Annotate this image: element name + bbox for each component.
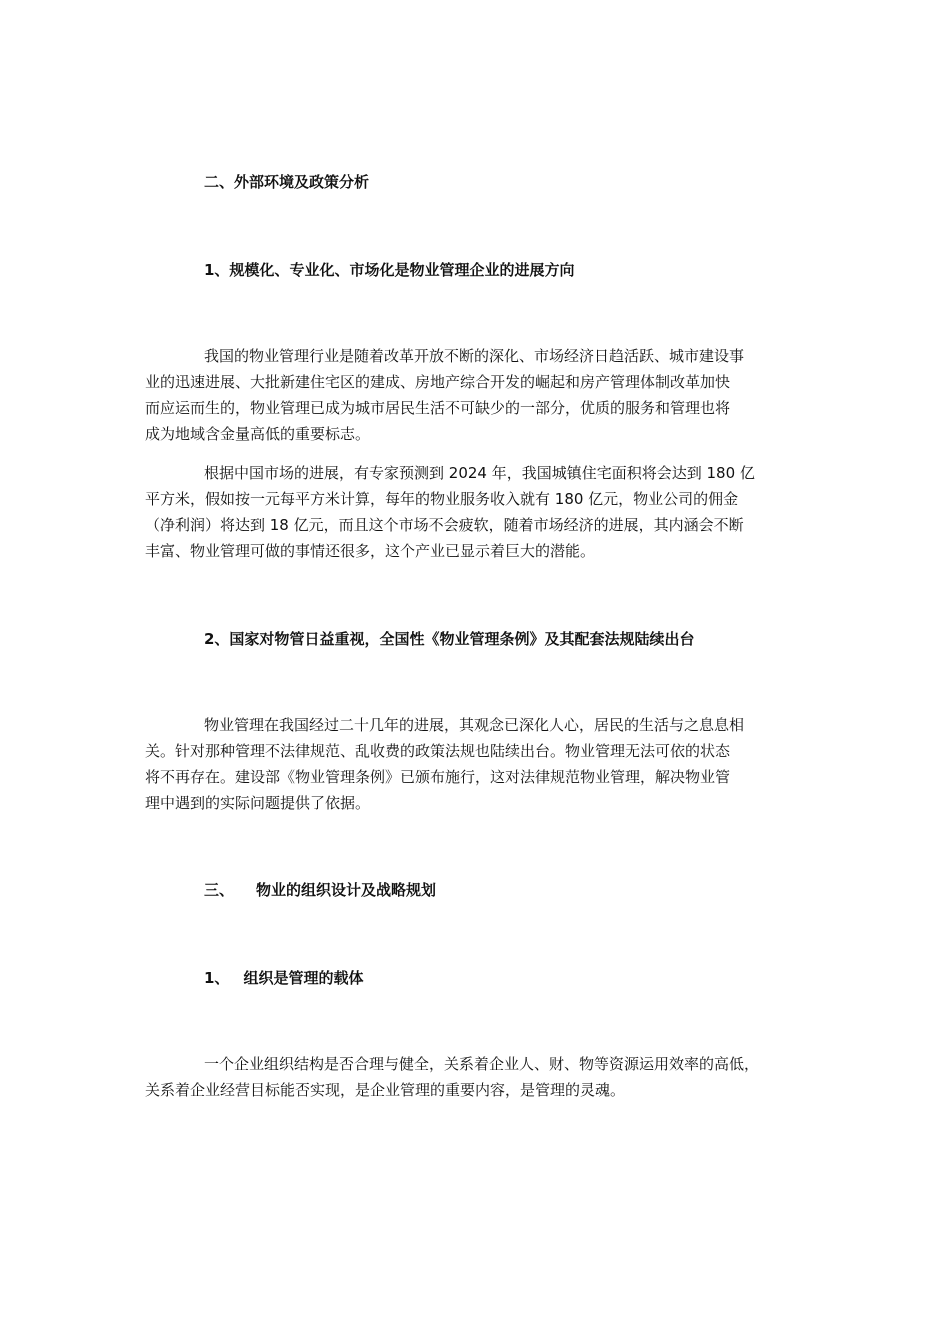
text-line: 根据中国市场的进展，有专家预测到 2024 年，我国城镇住宅面积将会达到 180 亿 <box>204 464 755 482</box>
text-line: 而应运而生的，物业管理已成为城市居民生活不可缺少的一部分，优质的服务和管理也将 <box>145 399 731 417</box>
subsection-heading-regulations: 2、国家对物管日益重视，全国性《物业管理条例》及其配套法规陆续出台 <box>204 630 695 648</box>
subsection-number: 1、 <box>204 969 230 987</box>
text-line: 丰富、物业管理可做的事情还很多，这个产业已显示着巨大的潜能。 <box>145 542 596 560</box>
text-line: 理中遇到的实际问题提供了依据。 <box>145 794 371 812</box>
text-line: 成为地域含金量高低的重要标志。 <box>145 425 371 443</box>
text-line: 关。针对那种管理不法律规范、乱收费的政策法规也陆续出台。物业管理无法可依的状态 <box>145 742 731 760</box>
paragraph-industry-background <box>145 343 810 447</box>
section-heading-external-environment: 二、外部环境及政策分析 <box>204 173 370 191</box>
section-title: 物业的组织设计及战略规划 <box>256 881 437 899</box>
text-line: 物业管理在我国经过二十几年的进展，其观念已深化人心，居民的生活与之息息相 <box>204 716 745 734</box>
section-number: 三、 <box>204 881 235 899</box>
section-heading-organization-design <box>204 880 436 900</box>
subsection-heading-organization-carrier <box>204 968 363 988</box>
paragraph-organization-structure <box>145 1051 810 1103</box>
subsection-title: 组织是管理的载体 <box>243 969 364 987</box>
paragraph-market-forecast <box>145 460 810 564</box>
subsection-heading-scale-specialization: 1、规模化、专业化、市场化是物业管理企业的进展方向 <box>204 261 575 279</box>
text-line: （净利润）将达到 18 亿元，而且这个市场不会疲软，随着市场经济的进展，其内涵会不断 <box>145 516 744 534</box>
text-line: 业的迅速进展、大批新建住宅区的建成、房地产综合开发的崛起和房产管理体制改革加快 <box>145 373 731 391</box>
text-line: 将不再存在。建设部《物业管理条例》已颁布施行，这对法律规范物业管理，解决物业管 <box>145 768 731 786</box>
text-line: 关系着企业经营目标能否实现，是企业管理的重要内容，是管理的灵魂。 <box>145 1081 626 1099</box>
paragraph-regulations <box>145 712 810 816</box>
text-line: 一个企业组织结构是否合理与健全，关系着企业人、财、物等资源运用效率的高低， <box>204 1055 760 1073</box>
text-line: 平方米，假如按一元每平方米计算，每年的物业服务收入就有 180 亿元，物业公司的佣金 <box>145 490 739 508</box>
text-line: 我国的物业管理行业是随着改革开放不断的深化、市场经济日趋活跃、城市建设事 <box>204 347 745 365</box>
